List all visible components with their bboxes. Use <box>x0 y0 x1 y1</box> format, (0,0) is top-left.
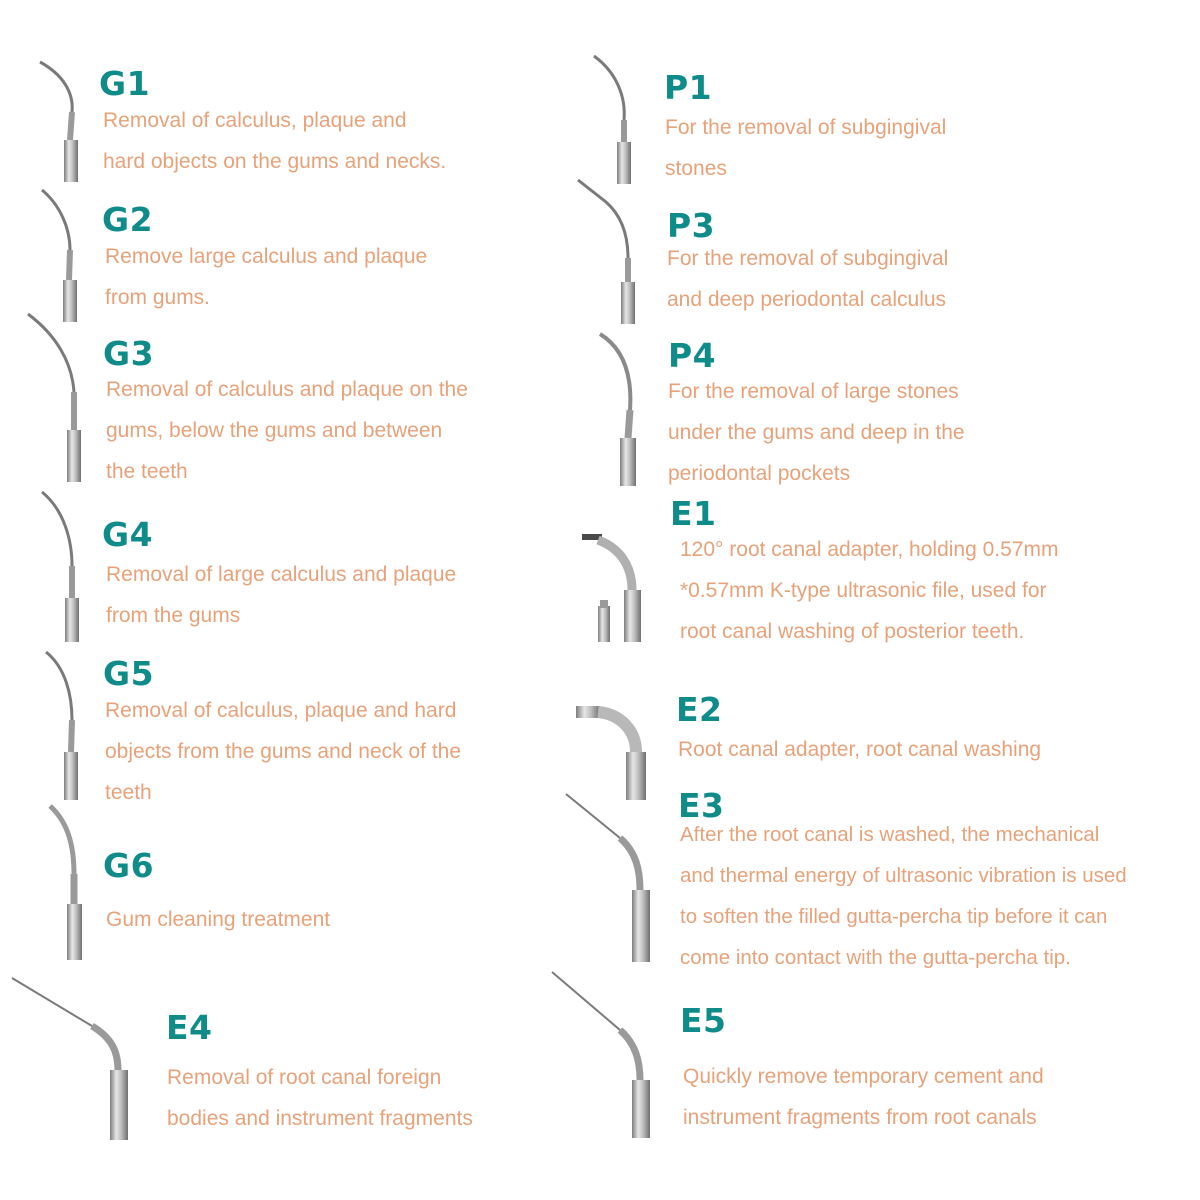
tip-desc-e5 <box>683 1056 1044 1138</box>
desc-line: from the gums <box>106 604 241 627</box>
desc-line: the teeth <box>106 460 188 483</box>
desc-line: objects from the gums and neck of the <box>105 740 462 763</box>
desc-line: root canal washing of posterior teeth. <box>680 620 1025 643</box>
tip-desc-e2 <box>678 729 1041 770</box>
desc-line: Removal of calculus, plaque and hard <box>105 699 457 722</box>
tip-desc-g1 <box>103 100 446 182</box>
desc-line: to soften the filled gutta-percha tip before it can <box>680 905 1108 928</box>
desc-line: come into contact with the gutta-percha tip. <box>680 946 1071 969</box>
tip-desc-e4 <box>167 1057 473 1139</box>
desc-line: Removal of calculus, plaque and <box>103 109 407 132</box>
tip-p3-icon <box>578 180 635 324</box>
tip-code-g1: G1 <box>99 64 151 103</box>
desc-line: periodontal pockets <box>668 462 851 485</box>
desc-line: Quickly remove temporary cement and <box>683 1065 1044 1088</box>
tip-code-g6: G6 <box>103 846 155 885</box>
desc-line: bodies and instrument fragments <box>167 1107 473 1130</box>
tip-code-p4: P4 <box>668 336 717 375</box>
desc-line: Root canal adapter, root canal washing <box>678 738 1042 761</box>
tip-code-e3: E3 <box>678 786 725 825</box>
tip-g2-icon <box>42 190 77 322</box>
tip-p1-icon <box>594 56 631 184</box>
desc-line: *0.57mm K-type ultrasonic file, used for <box>680 579 1047 602</box>
tip-desc-p4 <box>668 371 965 494</box>
desc-line: Remove large calculus and plaque <box>105 245 428 268</box>
desc-line: and thermal energy of ultrasonic vibration is used <box>680 864 1127 887</box>
desc-line: For the removal of subgingival <box>665 116 947 139</box>
tip-g3-icon <box>28 314 81 482</box>
desc-line: hard objects on the gums and necks. <box>103 150 447 173</box>
tip-e2-icon <box>576 706 646 800</box>
tip-desc-g4 <box>106 554 456 636</box>
desc-line: stones <box>665 157 727 180</box>
tip-e1-icon <box>582 534 641 642</box>
desc-line: under the gums and deep in the <box>668 421 965 444</box>
desc-line: instrument fragments from root canals <box>683 1106 1037 1129</box>
desc-line: For the removal of subgingival <box>667 247 949 270</box>
desc-line: 120° root canal adapter, holding 0.57mm <box>680 538 1059 561</box>
tip-g5-icon <box>46 652 78 800</box>
tip-code-g3: G3 <box>103 334 155 373</box>
tip-code-g5: G5 <box>103 654 155 693</box>
tip-desc-p3 <box>667 238 948 320</box>
tip-g6-icon <box>50 806 82 960</box>
tip-e5-icon <box>552 972 650 1138</box>
tip-code-e2: E2 <box>676 690 723 729</box>
desc-line: from gums. <box>105 286 211 309</box>
tip-g4-icon <box>42 492 79 642</box>
desc-line: For the removal of large stones <box>668 380 959 403</box>
tip-e4-icon <box>12 978 128 1140</box>
tip-code-e4: E4 <box>166 1008 213 1047</box>
tip-desc-g3 <box>106 369 468 492</box>
tip-p4-icon <box>600 334 636 486</box>
tip-code-e1: E1 <box>670 494 717 533</box>
tip-code-p3: P3 <box>667 206 716 245</box>
tip-desc-g2 <box>105 236 427 318</box>
tip-desc-e1 <box>680 529 1058 652</box>
tip-desc-g5 <box>105 690 461 813</box>
tip-g1-icon <box>40 62 78 182</box>
tip-e3-icon <box>566 794 650 962</box>
tip-code-g4: G4 <box>102 515 154 554</box>
tip-desc-p1 <box>665 107 946 189</box>
tip-code-p1: P1 <box>664 68 713 107</box>
desc-line: Removal of large calculus and plaque <box>106 563 457 586</box>
tip-code-g2: G2 <box>102 200 154 239</box>
desc-line: Removal of calculus and plaque on the <box>106 378 468 401</box>
desc-line: teeth <box>105 781 152 804</box>
tip-desc-e3 <box>680 814 1127 978</box>
tip-desc-g6 <box>106 899 330 940</box>
desc-line: Removal of root canal foreign <box>167 1066 442 1089</box>
tip-code-e5: E5 <box>680 1001 727 1040</box>
desc-line: and deep periodontal calculus <box>667 288 947 311</box>
desc-line: Gum cleaning treatment <box>106 908 331 931</box>
desc-line: gums, below the gums and between <box>106 419 443 442</box>
desc-line: After the root canal is washed, the mechanical <box>680 823 1100 846</box>
